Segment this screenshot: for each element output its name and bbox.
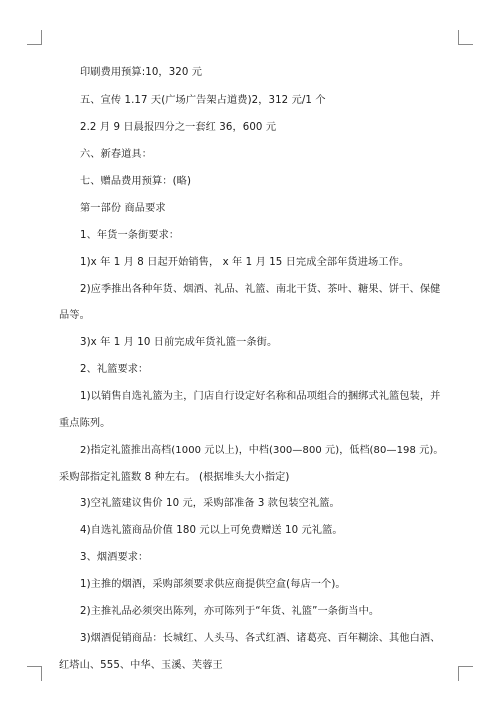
section-six-line: 六、新春道具： [80,149,153,160]
street-item-2: 2)应季推出各种年货、烟酒、礼品、礼篮、南北干货、茶叶、糖果、饼干、保健 [80,284,441,295]
basket-item-4: 4)自选礼篮商品价值 180 元以上可免费赠送 10 元礼篮。 [80,525,343,536]
street-item-1: 1)x 年 1 月 8 日起开始销售， x 年 1 月 15 日完成全部年货进场工作。 [80,257,410,268]
newspaper-ad-line: 2.2 月 9 日晨报四分之一套红 36，600 元 [80,122,277,133]
section-seven-line: 七、赠品费用预算：(略) [80,176,192,187]
basket-requirements-heading: 2、礼篮要求： [80,364,149,375]
tobacco-item-1: 1)主推的烟酒，采购部须要求供应商提供空盒(每店一个)。 [80,579,346,590]
tobacco-item-2: 2)主推礼品必须突出陈列，亦可陈列于“年货、礼篮”一条街当中。 [80,606,380,617]
tobacco-item-3-continued: 红塔山、555、中华、玉溪、芙蓉王 [59,660,223,671]
section-five-line: 五、宣传 1.17 天(广场广告架占道费)2，312 元/1 个 [80,95,326,106]
crop-mark-bottom-left [27,666,42,681]
tobacco-requirements-heading: 3、烟酒要求： [80,552,149,563]
tobacco-item-3: 3)烟酒促销商品：长城红、人头马、各式红酒、诸葛亮、百年糊涂、其他白酒、 [80,633,441,644]
basket-item-3: 3)空礼篮建议售价 10 元，采购部准备 3 款包装空礼篮。 [80,498,340,509]
street-item-2-continued: 品等。 [59,310,90,321]
basket-item-2-continued: 采购部指定礼篮数 8 种左右。 (根据堆头大小指定) [59,472,290,483]
part-one-heading: 第一部份 商品要求 [80,203,166,214]
street-requirements-heading: 1、年货一条街要求： [80,230,180,241]
street-item-3: 3)x 年 1 月 10 日前完成年货礼篮一条街。 [80,337,278,348]
basket-item-1: 1)以销售自选礼篮为主，门店自行设定好名称和品项组合的捆绑式礼篮包装，并 [80,391,441,402]
basket-item-1-continued: 重点陈列。 [59,418,111,429]
basket-item-2: 2)指定礼篮推出高档(1000 元以上)，中档(300—800 元)，低档(80—198 元)。 [80,445,444,456]
crop-mark-top-left [27,30,42,45]
crop-mark-bottom-right [458,666,473,681]
printing-budget-line: 印刷费用预算:10，320 元 [80,67,203,78]
crop-mark-top-right [458,30,473,45]
